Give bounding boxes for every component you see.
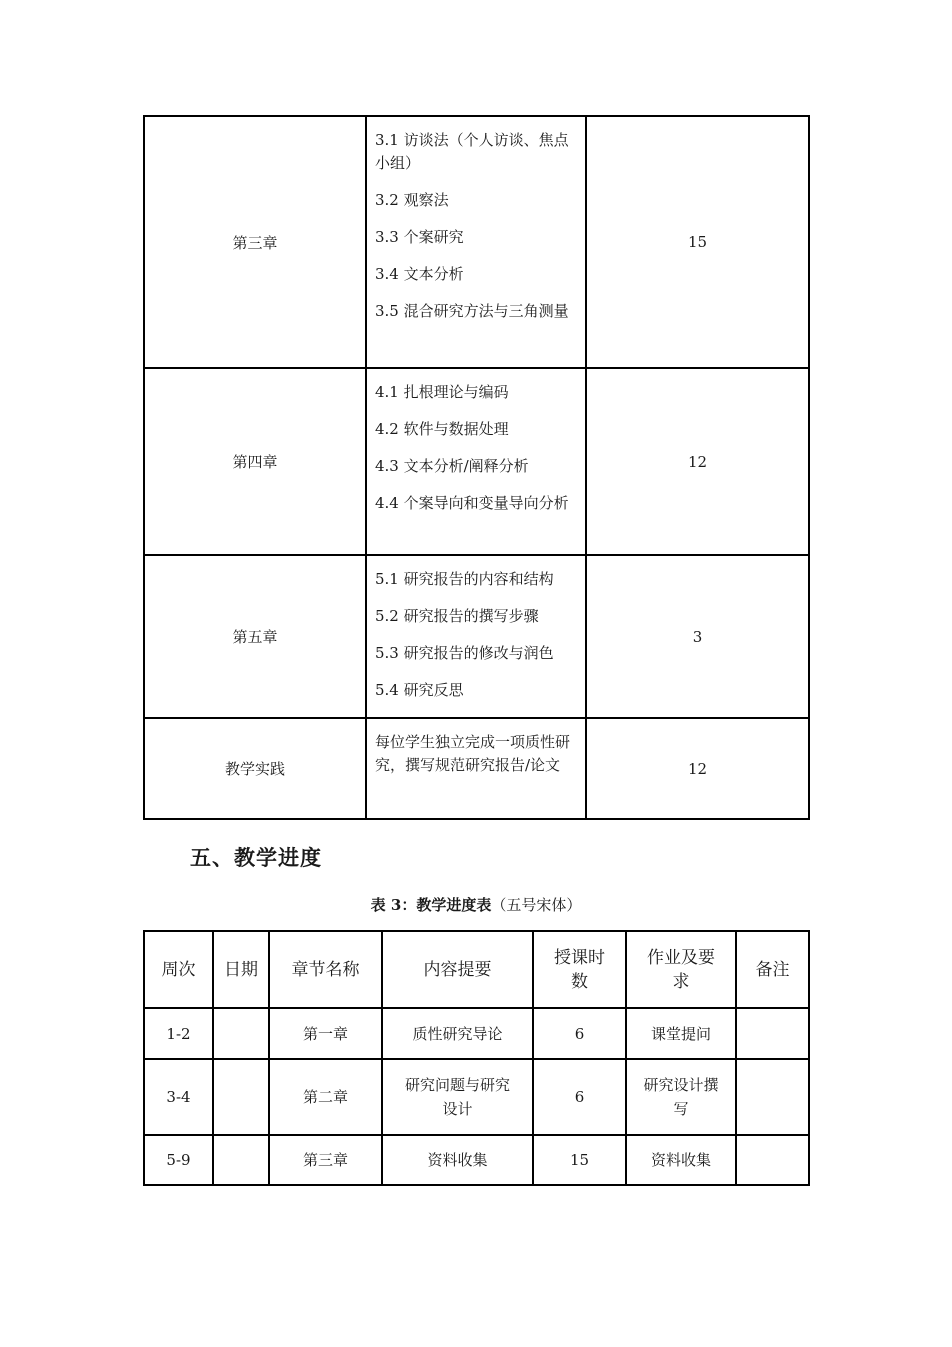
chapter-hours-table <box>143 115 810 820</box>
cell-content: 研究问题与研究设计 <box>382 1059 533 1135</box>
content-item: 3.3 个案研究 <box>375 228 464 246</box>
table-row <box>144 368 809 555</box>
cell-content: 质性研究导论 <box>382 1008 533 1059</box>
table-row <box>144 718 809 819</box>
content-item: 5.2 研究报告的撰写步骤 <box>375 607 539 625</box>
cell-hours: 15 <box>533 1135 626 1185</box>
cell-chapter: 第二章 <box>269 1059 382 1135</box>
header-notes: 备注 <box>736 931 809 1008</box>
table-caption <box>0 894 952 915</box>
chapter-hours: 3 <box>586 555 809 718</box>
content-item: 3.1 访谈法（个人访谈、焦点小组） <box>375 131 569 172</box>
cell-date <box>213 1008 269 1059</box>
chapter-hours: 12 <box>586 718 809 819</box>
chapter-contents <box>366 718 586 819</box>
chapter-name: 教学实践 <box>144 718 366 819</box>
header-date: 日期 <box>213 931 269 1008</box>
content-item: 4.2 软件与数据处理 <box>375 420 509 438</box>
cell-content: 资料收集 <box>382 1135 533 1185</box>
header-content: 内容提要 <box>382 931 533 1008</box>
cell-hours: 6 <box>533 1059 626 1135</box>
header-assignment: 作业及要求 <box>626 931 736 1008</box>
caption-bold: 表 3：教学进度表 <box>370 896 492 914</box>
cell-assignment: 课堂提问 <box>626 1008 736 1059</box>
content-item: 4.3 文本分析/阐释分析 <box>375 457 529 475</box>
content-item: 每位学生独立完成一项质性研究，撰写规范研究报告/论文 <box>375 733 571 774</box>
cell-assignment: 研究设计撰写 <box>626 1059 736 1135</box>
chapter-contents <box>366 116 586 368</box>
teaching-schedule-table <box>143 930 810 1186</box>
cell-notes <box>736 1135 809 1185</box>
chapter-name: 第五章 <box>144 555 366 718</box>
content-item: 4.4 个案导向和变量导向分析 <box>375 494 569 512</box>
cell-date <box>213 1059 269 1135</box>
cell-week: 1-2 <box>144 1008 213 1059</box>
content-item: 3.5 混合研究方法与三角测量 <box>375 302 569 320</box>
table-row <box>144 1008 809 1059</box>
content-item: 3.4 文本分析 <box>375 265 464 283</box>
content-item: 5.1 研究报告的内容和结构 <box>375 570 554 588</box>
caption-note: （五号宋体） <box>491 896 582 914</box>
cell-date <box>213 1135 269 1185</box>
chapter-name: 第四章 <box>144 368 366 555</box>
table-row <box>144 555 809 718</box>
header-chapter: 章节名称 <box>269 931 382 1008</box>
cell-week: 5-9 <box>144 1135 213 1185</box>
section-heading: 五、教学进度 <box>190 846 322 870</box>
chapter-contents <box>366 555 586 718</box>
cell-assignment: 资料收集 <box>626 1135 736 1185</box>
chapter-contents <box>366 368 586 555</box>
cell-notes <box>736 1008 809 1059</box>
header-row <box>144 931 809 1008</box>
chapter-name: 第三章 <box>144 116 366 368</box>
content-item: 3.2 观察法 <box>375 191 449 209</box>
header-week: 周次 <box>144 931 213 1008</box>
table-row <box>144 1135 809 1185</box>
content-item: 5.4 研究反思 <box>375 681 464 699</box>
cell-chapter: 第三章 <box>269 1135 382 1185</box>
header-hours: 授课时数 <box>533 931 626 1008</box>
cell-week: 3-4 <box>144 1059 213 1135</box>
chapter-hours: 12 <box>586 368 809 555</box>
cell-hours: 6 <box>533 1008 626 1059</box>
table-row <box>144 116 809 368</box>
cell-chapter: 第一章 <box>269 1008 382 1059</box>
chapter-hours: 15 <box>586 116 809 368</box>
table-row <box>144 1059 809 1135</box>
content-item: 4.1 扎根理论与编码 <box>375 383 509 401</box>
cell-notes <box>736 1059 809 1135</box>
content-item: 5.3 研究报告的修改与润色 <box>375 644 554 662</box>
